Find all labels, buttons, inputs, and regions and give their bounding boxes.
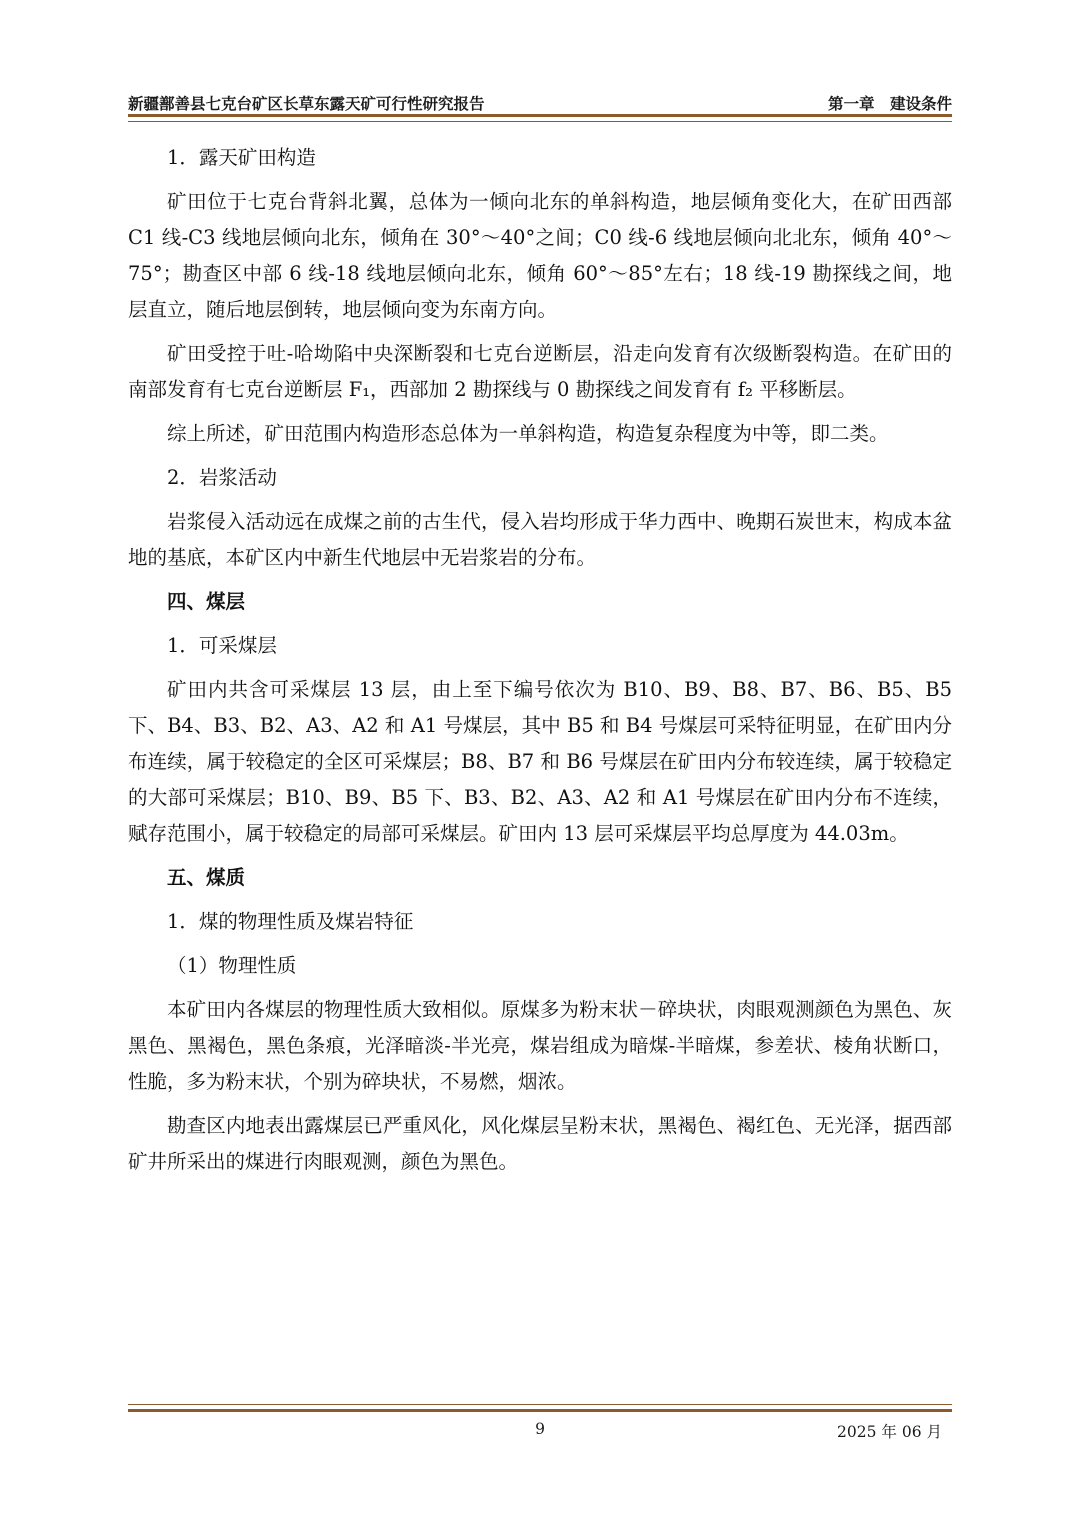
paragraph: 矿田位于七克台背斜北翼，总体为一倾向北东的单斜构造，地层倾角变化大，在矿田西部 C1 线-C3 线地层倾向北东，倾角在 30°～40°之间；C0 线-6 线地层倾向北北东，倾角 40°～75°；勘查区中部 6 线-18 线地层倾向北东，倾角 60°～85°左右；18 线-19 勘探线之间，地层直立，随后地层倒转，地层倾向变为东南方向。 [128,190,952,321]
subsection-heading: 2．岩浆活动 [167,466,277,489]
footer-rule-thin [128,1404,952,1405]
page-body [128,140,952,1180]
sub-subsection-heading: （1）物理性质 [167,954,297,977]
subsection-heading: 1．露天矿田构造 [167,146,316,169]
chapter-title: 第一章 建设条件 [827,94,952,113]
paragraph: 矿田受控于吐-哈坳陷中央深断裂和七克台逆断层，沿走向发育有次级断裂构造。在矿田的南部发育有七克台逆断层 F₁，西部加 2 勘探线与 0 勘探线之间发育有 f₂ 平移断层。 [128,342,952,401]
page-header [128,86,952,114]
header-rule-thick [128,114,952,117]
section-heading: 五、煤质 [167,866,246,889]
page-number: 9 [535,1420,545,1438]
report-title: 新疆鄯善县七克台矿区长草东露天矿可行性研究报告 [128,94,485,113]
section-heading: 四、煤层 [167,590,246,613]
paragraph: 勘查区内地表出露煤层已严重风化，风化煤层呈粉末状，黑褐色、褐红色、无光泽，据西部矿井所采出的煤进行肉眼观测，颜色为黑色。 [128,1114,952,1173]
page-footer [128,1420,952,1444]
subsection-heading: 1．可采煤层 [167,634,277,657]
paragraph: 岩浆侵入活动远在成煤之前的古生代，侵入岩均形成于华力西中、晚期石炭世末，构成本盆地的基底，本矿区内中新生代地层中无岩浆岩的分布。 [128,510,952,569]
subsection-heading: 1．煤的物理性质及煤岩特征 [167,910,414,933]
paragraph: 本矿田内各煤层的物理性质大致相似。原煤多为粉末状－碎块状，肉眼观测颜色为黑色、灰黑色、黑褐色，黑色条痕，光泽暗淡-半光亮，煤岩组成为暗煤-半暗煤，参差状、棱角状断口，性脆，多为粉末状，个别为碎块状，不易燃，烟浓。 [128,998,952,1093]
header-rule-thin [128,121,952,122]
footer-rule-thick [128,1409,952,1412]
paragraph: 矿田内共含可采煤层 13 层，由上至下编号依次为 B10、B9、B8、B7、B6、B5、B5 下、B4、B3、B2、A3、A2 和 A1 号煤层，其中 B5 和 B4 号煤层可采特征明显，在矿田内分布连续，属于较稳定的全区可采煤层；B8、B7 和 B6 号煤层在矿田内分布较连续，属于较稳定的大部可采煤层；B10、B9、B5 下、B3、B2、A3、A2 和 A1 号煤层在矿田内分布不连续，赋存范围小，属于较稳定的局部可采煤层。矿田内 13 层可采煤层平均总厚度为 44.03m。 [128,678,952,845]
paragraph: 综上所述，矿田范围内构造形态总体为一单斜构造，构造复杂程度为中等，即二类。 [167,422,889,445]
report-date: 2025 年 06 月 [837,1423,942,1441]
